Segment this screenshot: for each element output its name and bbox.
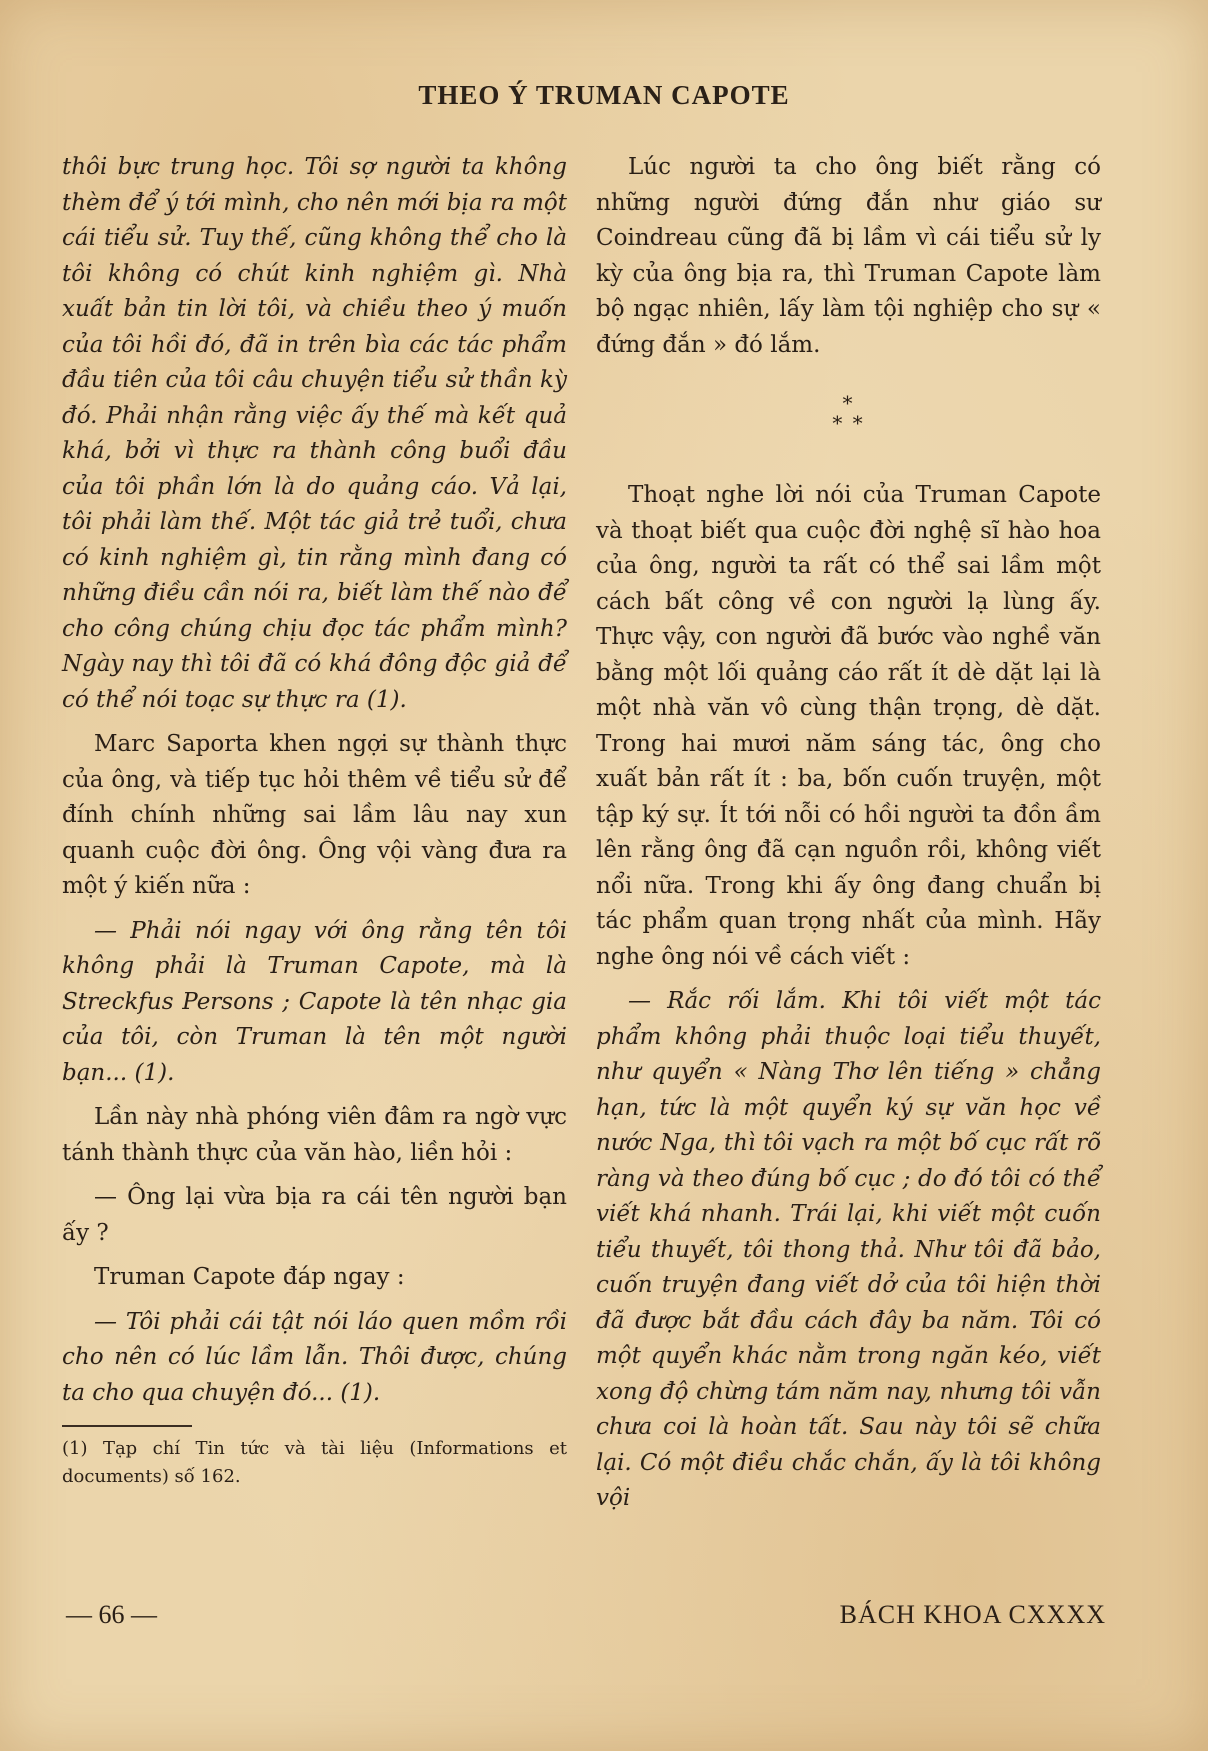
paragraph: Truman Capote đáp ngay :	[94, 1264, 405, 1290]
footnote-rule	[62, 1425, 192, 1427]
journal-name: BÁCH KHOA CXXXX	[839, 1600, 1106, 1629]
separator-star: *	[842, 391, 855, 415]
quote-paragraph: — Tôi phải cái tật nói láo quen mồm rồi cho nên có lúc lầm lẫn. Thôi được, chúng ta cho qua chuyện đó... (1).	[62, 1308, 567, 1406]
paragraph: Thoạt nghe lời nói của Truman Capote và thoạt biết qua cuộc đời nghệ sĩ hào hoa của ông, người ta rất có thể sai lầm một cách bất công về con người lạ lùng ấy. Thực vậy, con người đã bước vào nghề văn bằng một lối quảng cáo rất ít dè dặt lại là một nhà văn vô cùng thận trọng, dè dặt. Trong hai mươi năm sáng tác, ông cho xuất bản rất ít : ba, bốn cuốn truyện, một tập ký sự. Ít tới nỗi có hồi người ta đồn ầm lên rằng ông đã cạn nguồn rồi, không viết nổi nữa. Trong khi ấy ông đang chuẩn bị tác phẩm quan trọng nhất của mình. Hãy nghe ông nói về cách viết :	[596, 482, 1101, 970]
separator-stars: * *	[832, 411, 865, 435]
right-column	[596, 150, 1101, 1526]
paragraph: Lần này nhà phóng viên đâm ra ngờ vực tánh thành thực của văn hào, liền hỏi :	[62, 1104, 567, 1166]
section-separator	[596, 393, 1101, 433]
paragraph: — Ông lại vừa bịa ra cái tên người bạn ấy ?	[62, 1184, 567, 1246]
running-header: THEO Ý TRUMAN CAPOTE	[418, 80, 790, 110]
page-number: — 66 —	[66, 1600, 157, 1629]
paragraph: Marc Saporta khen ngợi sự thành thực của ông, và tiếp tục hỏi thêm về tiểu sử để đính chính những sai lầm lâu nay xun quanh cuộc đời ông. Ông vội vàng đưa ra một ý kiến nữa :	[62, 731, 567, 899]
left-column	[62, 150, 567, 1491]
footnote: (1) Tạp chí Tin tức và tài liệu (Informations et documents) số 162.	[62, 1438, 567, 1487]
quote-paragraph: — Rắc rối lắm. Khi tôi viết một tác phẩm không phải thuộc loại tiểu thuyết, như quyển « Nàng Thơ lên tiếng » chẳng hạn, tức là một quyển ký sự văn học về nước Nga, thì tôi vạch ra một bố cục rất rõ ràng và theo đúng bố cục ; do đó tôi có thể viết khá nhanh. Trái lại, khi viết một cuốn tiểu thuyết, tôi thong thả. Như tôi đã bảo, cuốn truyện đang viết dở của tôi hiện thời đã được bắt đầu cách đây ba năm. Tôi có một quyển khác nằm trong ngăn kéo, viết xong độ chừng tám năm nay, nhưng tôi vẫn chưa coi là hoàn tất. Sau này tôi sẽ chữa lại. Có một điều chắc chắn, ấy là tôi không vội	[596, 988, 1101, 1511]
paragraph: thôi bực trung học. Tôi sợ người ta không thèm để ý tới mình, cho nên mới bịa ra một cái tiểu sử. Tuy thế, cũng không thể cho là tôi không có chút kinh nghiệm gì. Nhà xuất bản tin lời tôi, và chiều theo ý muốn của tôi hồi đó, đã in trên bìa các tác phẩm đầu tiên của tôi câu chuyện tiểu sử thần kỳ đó. Phải nhận rằng việc ấy thế mà kết quả khá, bởi vì thực ra thành công buổi đầu của tôi phần lớn là do quảng cáo. Vả lại, tôi phải làm thế. Một tác giả trẻ tuổi, chưa có kinh nghiệm gì, tin rằng mình đang có những điều cần nói ra, biết làm thế nào để cho công chúng chịu đọc tác phẩm mình? Ngày nay thì tôi đã có khá đông độc giả để có thể nói toạc sự thực ra (1).	[62, 154, 567, 713]
paragraph: Lúc người ta cho ông biết rằng có những người đứng đắn như giáo sư Coindreau cũng đã bị lầm vì cái tiểu sử ly kỳ của ông bịa ra, thì Truman Capote làm bộ ngạc nhiên, lấy làm tội nghiệp cho sự « đứng đắn » đó lắm.	[596, 154, 1101, 358]
quote-paragraph: — Phải nói ngay với ông rằng tên tôi không phải là Truman Capote, mà là Streckfus Persons ; Capote là tên nhạc gia của tôi, còn Truman là tên một người bạn... (1).	[62, 917, 567, 1086]
